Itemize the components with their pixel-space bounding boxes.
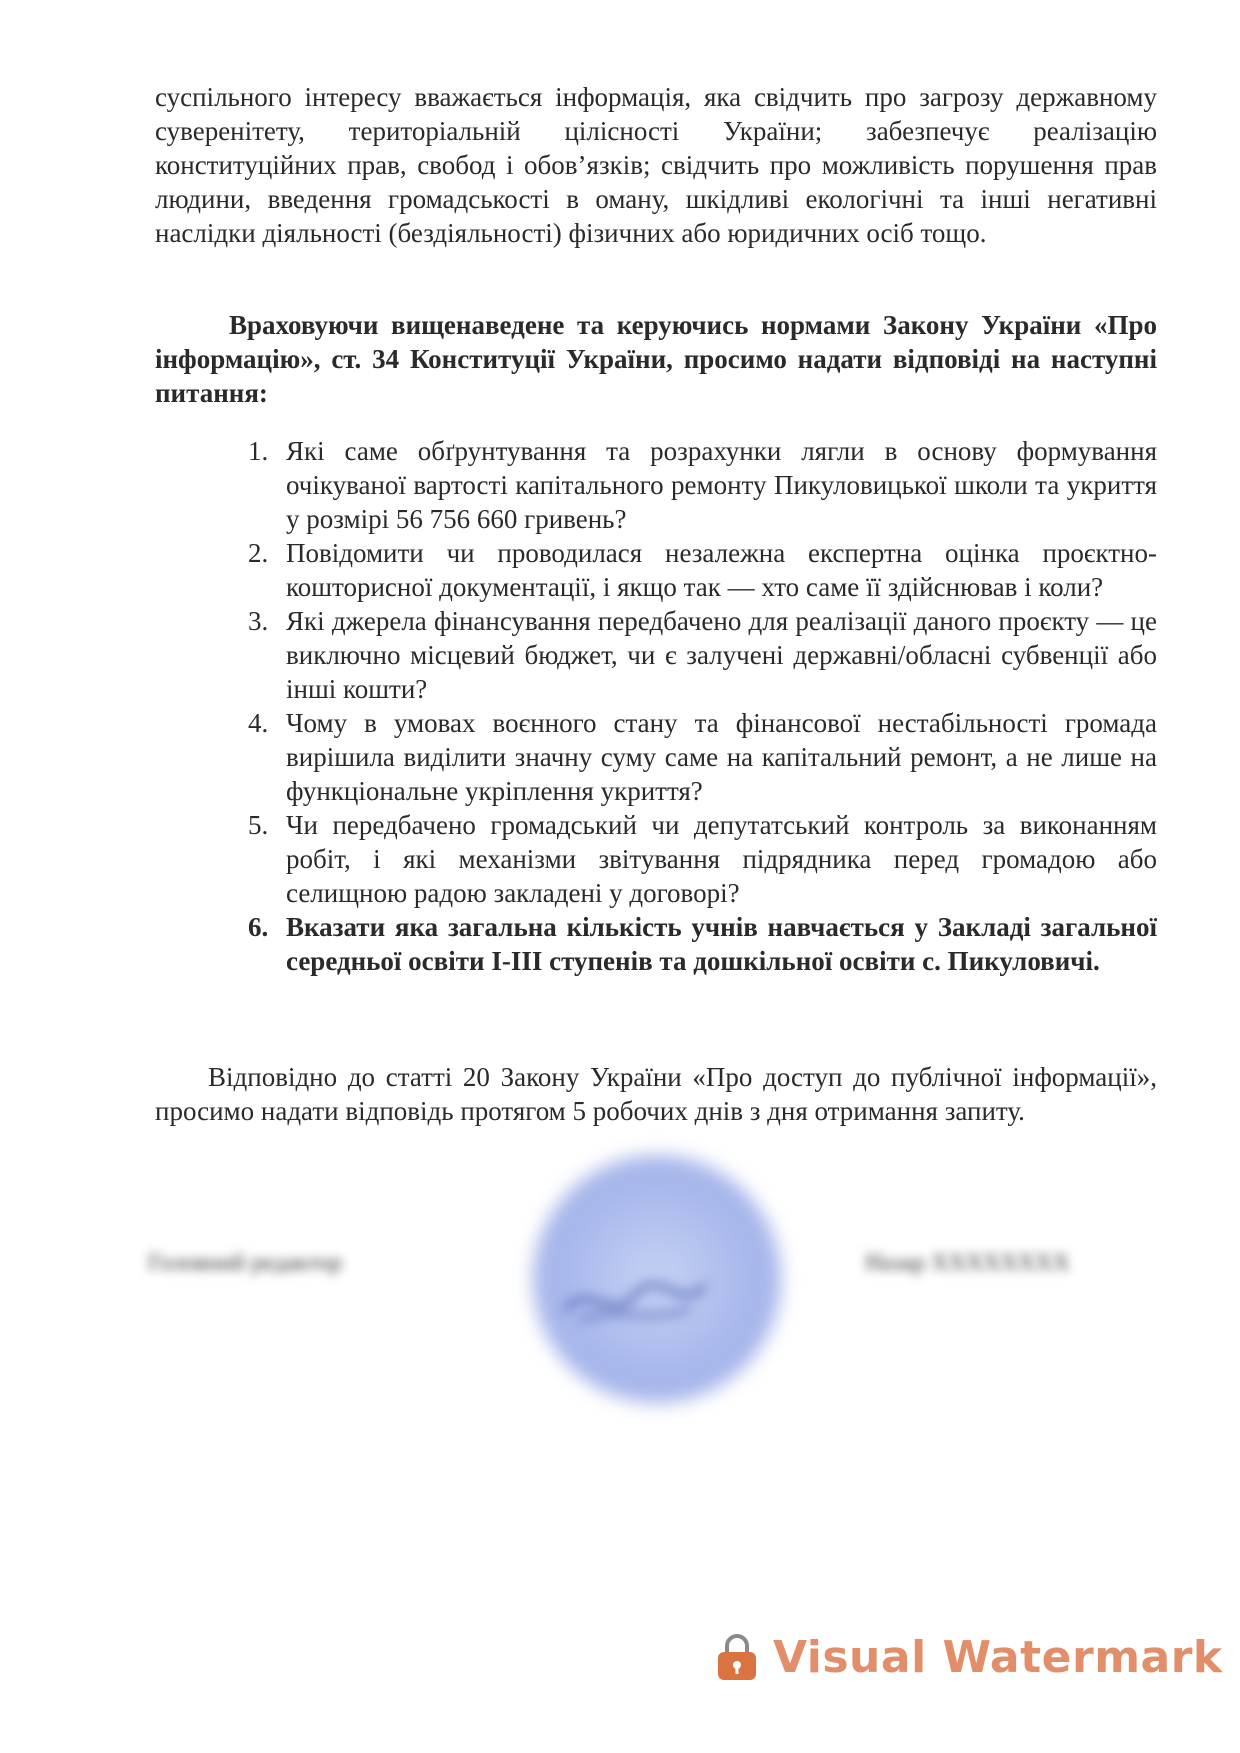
intro-paragraph: суспільного інтересу вважається інформація, яка свідчить про загрозу державному суверенітету, територіальній цілісності України; забезпечує реалізацію конституційних прав, свобод і обов’язків; свідчить про можливість порушення прав людини, введення громадськості в оману, шкідливі екологічні та інші негативні наслідки діяльності (бездіяльності) фізичних або юридичних осіб тощо. — [155, 82, 1157, 248]
lock-icon — [715, 1632, 759, 1682]
request-paragraph: Враховуючи вищенаведене та керуючись нормами Закону України «Про інформацію», ст. 34 Конституції України, просимо надати відповіді на наступні питання: — [155, 310, 1157, 408]
signature-title: Головний редактор — [148, 1250, 343, 1276]
list-item-text: Повідомити чи проводилася незалежна експертна оцінка проєктно-кошторисної документації, і якщо так — хто саме її здійснював і коли? — [286, 538, 1157, 602]
watermark-text: Visual Watermark — [773, 1631, 1223, 1683]
list-item — [240, 808, 1157, 910]
list-item — [240, 910, 1157, 978]
list-item-text: Вказати яка загальна кількість учнів навчається у Закладі загальної середньої освіти І-ІІІ ступенів та дошкільної освіти с. Пикуловичі. — [286, 912, 1157, 976]
closing-paragraph: Відповідно до статті 20 Закону України «Про доступ до публічної інформації», просимо надати відповідь протягом 5 робочих днів з дня отримання запиту. — [155, 1062, 1157, 1126]
list-item-number: 6. — [248, 912, 269, 942]
list-item-text: Чому в умовах воєнного стану та фінансової нестабільності громада вирішила виділити значну суму саме на капітальний ремонт, а не лише на функціональне укріплення укриття? — [286, 708, 1157, 806]
watermark — [715, 1627, 1223, 1687]
signature-scribble — [560, 1270, 710, 1330]
list-item-number: 4. — [248, 708, 269, 738]
list-item — [240, 706, 1157, 808]
list-item — [240, 536, 1157, 604]
list-item-number: 1. — [248, 436, 269, 466]
list-item-number: 3. — [248, 606, 269, 636]
signature-name: Назар ХХХХХХХХ — [865, 1250, 1070, 1276]
list-item-number: 5. — [248, 810, 269, 840]
list-item-text: Чи передбачено громадський чи депутатський контроль за виконанням робіт, і які механізми звітування підрядника перед громадою або селищною радою закладені у договорі? — [286, 810, 1157, 908]
list-item-text: Які джерела фінансування передбачено для реалізації даного проєкту — це виключно місцевий бюджет, чи є залучені державні/обласні субвенції або інші кошти? — [286, 606, 1157, 704]
list-item-number: 2. — [248, 538, 269, 568]
questions-list — [240, 434, 1157, 978]
list-item-text: Які саме обґрунтування та розрахунки лягли в основу формування очікуваної вартості капітального ремонту Пикуловицької школи та укриття у розмірі 56 756 660 гривень? — [286, 436, 1157, 534]
list-item — [240, 434, 1157, 536]
list-item — [240, 604, 1157, 706]
